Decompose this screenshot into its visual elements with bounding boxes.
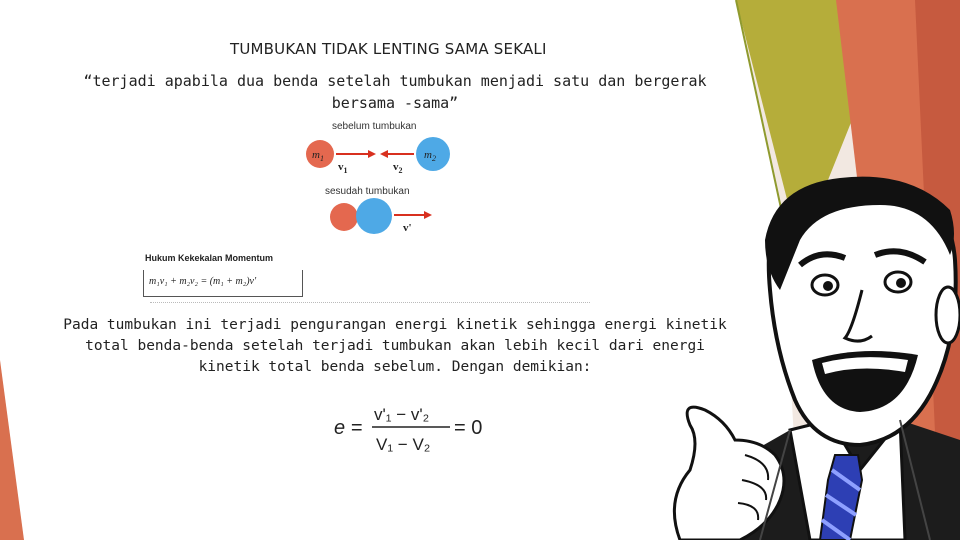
formula-rhs: = 0 <box>454 417 483 439</box>
formula-numerator: v'₁ − v'₂ <box>374 405 430 424</box>
formula-lhs: e = <box>334 417 363 439</box>
momentum-equation: m₁v₁ + m₂v₂ = (m₁ + m₂)v' <box>149 276 257 287</box>
left-pupil <box>823 281 833 291</box>
label-v2: $v_2$ <box>393 161 403 175</box>
ball-m2-after <box>356 198 392 234</box>
ear <box>936 287 960 343</box>
law-title: Hukum Kekekalan Momentum <box>145 253 274 263</box>
arrow-v-after-head <box>424 211 432 219</box>
law-equation-box <box>143 270 303 297</box>
definition-quote: “terjadi apabila dua benda setelah tumbukan menjadi satu dan bergerak bersama -sama” <box>83 72 707 112</box>
label-v-after: v' <box>403 222 412 234</box>
collision-diagram <box>300 118 460 243</box>
ball-m1-after <box>330 203 358 231</box>
right-pupil <box>896 278 906 288</box>
faint-divider <box>150 300 590 303</box>
formula-denominator: V₁ − V₂ <box>376 435 431 454</box>
label-m2: $m_2$ <box>424 149 436 163</box>
arrow-v1-head <box>368 150 376 158</box>
label-v1: $v_1$ <box>338 161 348 175</box>
arrow-v2-head <box>380 150 388 158</box>
explanation-paragraph: Pada tumbukan ini terjadi pengurangan energi kinetik sehingga energi kinetik total benda-benda setelah terjadi tumbukan akan lebih kecil dari energi kinetik total benda sebelum. Dengan demikian: <box>63 317 727 375</box>
label-m1: $m_1$ <box>312 149 324 163</box>
after-caption: sesudah tumbukan <box>325 186 410 197</box>
before-caption: sebelum tumbukan <box>332 121 417 132</box>
restitution-formula <box>330 398 500 458</box>
slide-title: TUMBUKAN TIDAK LENTING SAMA SEKALI <box>230 40 547 58</box>
